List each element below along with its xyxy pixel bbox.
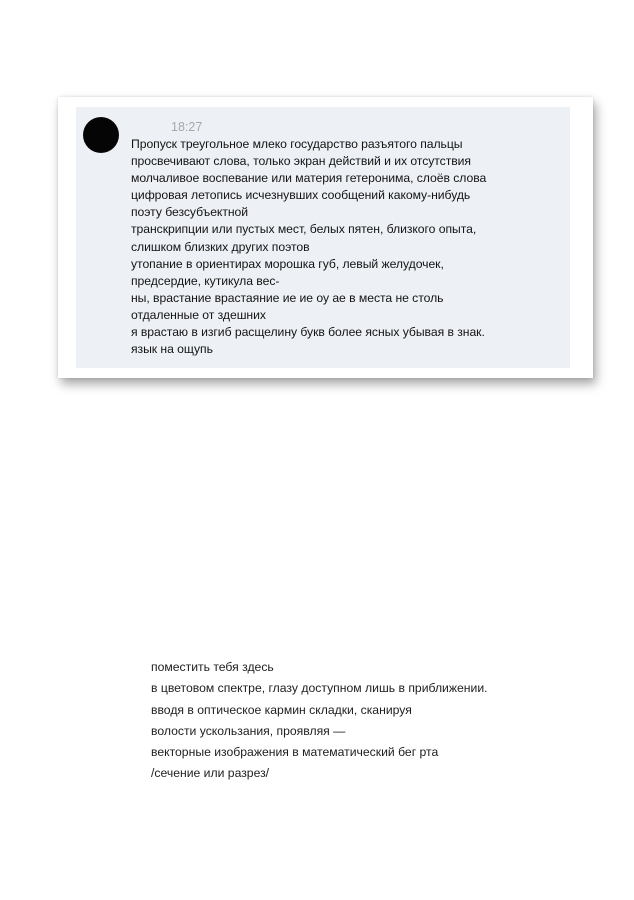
message-timestamp: 18:27: [171, 120, 203, 134]
message-line: транскрипции или пустых мест, белых пятен, близкого опыта,: [131, 222, 477, 237]
message-line: слишком близких других поэтов: [131, 239, 310, 254]
message-line: утопание в ориентирах морошка губ, левый желудочек,: [131, 256, 444, 271]
poem-line: /сечение или разрез/: [151, 766, 270, 781]
chat-screenshot: [58, 97, 593, 378]
message-line: предсердие, кутикула вес-: [131, 273, 280, 288]
avatar-icon[interactable]: [83, 117, 119, 153]
poem-line: в цветовом спектре, глазу доступном лишь в приближении.: [151, 681, 488, 696]
poem-line: волости ускользания, проявляя —: [151, 723, 346, 738]
message-line: цифровая летопись исчезнувших сообщений какому-нибудь: [131, 188, 471, 203]
poem-line: векторные изображения в математический бег рта: [151, 745, 439, 760]
message-line: ны, врастание врастаяние ие ие оу ае в места не столь: [131, 290, 444, 305]
message-line: я врастаю в изгиб расщелину букв более ясных убывая в знак.: [131, 325, 485, 340]
message-line: просвечивают слова, только экран действий и их отсутствия: [131, 154, 471, 169]
message-bubble: [76, 107, 570, 368]
poem-line: вводя в оптическое кармин складки, сканируя: [151, 702, 412, 717]
message-line: молчаливое воспевание или материя гетеронима, слоёв слова: [131, 171, 487, 186]
message-line: отдаленные от здешних: [131, 307, 266, 322]
poem-line: поместить тебя здесь: [151, 660, 274, 674]
message-line: язык на ощупь: [131, 342, 213, 357]
message-line: поэту безсубъектной: [131, 205, 249, 220]
message-text: [131, 136, 567, 358]
message-line: Пропуск треугольное млеко государство разъятого пальцы: [131, 137, 463, 151]
poem-text: [151, 657, 488, 785]
